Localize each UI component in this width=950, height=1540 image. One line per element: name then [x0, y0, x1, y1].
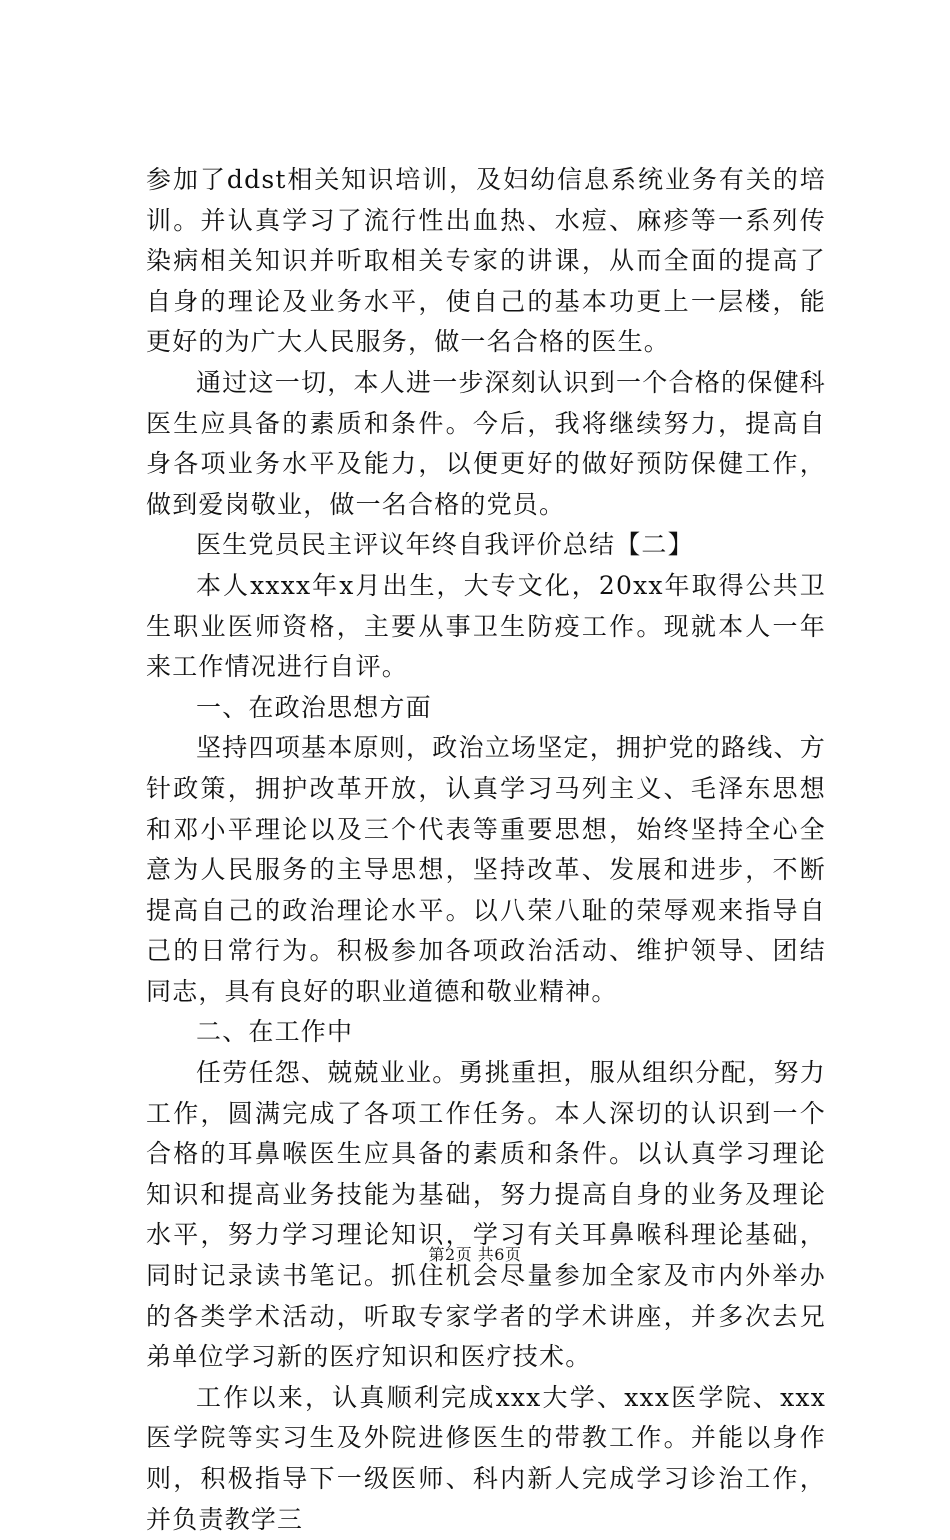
- page-footer: 第2页 共6页: [428, 1245, 522, 1264]
- paragraph-training: 参加了ddst相关知识培训，及妇幼信息系统业务有关的培训。并认真学习了流行性出血热、水痘、麻疹等一系列传染病相关知识并听取相关专家的讲课，从而全面的提高了自身的理论及业务水平，使自己的基本功更上一层楼，能更好的为广大人民服务，做一名合格的医生。: [146, 165, 826, 357]
- heading-at-work: 二、在工作中: [196, 1017, 354, 1047]
- paragraph-political-thought: 坚持四项基本原则，政治立场坚定，拥护党的路线、方针政策，拥护改革开放，认真学习马列主义、毛泽东思想和邓小平理论以及三个代表等重要思想，始终坚持全心全意为人民服务的主导思想，坚持改革、发展和进步，不断提高自己的政治理论水平。以八荣八耻的荣辱观来指导自己的日常行为。积极参加各项政治活动、维护领导、团结同志，具有良好的职业道德和敬业精神。: [146, 733, 826, 1006]
- document-body: [146, 160, 826, 1540]
- heading-political-thought: 一、在政治思想方面: [196, 692, 432, 722]
- paragraph-conclusion: 通过这一切，本人进一步深刻认识到一个合格的保健科医生应具备的素质和条件。今后，我将继续努力，提高自身各项业务水平及能力，以便更好的做好预防保健工作，做到爱岗敬业，做一名合格的党员。: [146, 367, 826, 519]
- paragraph-teaching: 工作以来，认真顺利完成xxx大学、xxx医学院、xxx医学院等实习生及外院进修医生的带教工作。并能以身作则，积极指导下一级医师、科内新人完成学习诊治工作，并负责教学三: [146, 1382, 826, 1534]
- paragraph-at-work: 任劳任怨、兢兢业业。勇挑重担，服从组织分配，努力工作，圆满完成了各项工作任务。本人深切的认识到一个合格的耳鼻喉医生应具备的素质和条件。以认真学习理论知识和提高业务技能为基础，努力提高自身的业务及理论水平，努力学习理论知识，学习有关耳鼻喉科理论基础，同时记录读书笔记。抓住机会尽量参加全家及市内外举办的各类学术活动，听取专家学者的学术讲座，并多次去兄弟单位学习新的医疗知识和医疗技术。: [146, 1058, 826, 1372]
- section-title-two: 医生党员民主评议年终自我评价总结【二】: [196, 530, 694, 560]
- paragraph-personal-info: 本人xxxx年x月出生，大专文化，20xx年取得公共卫生职业医师资格，主要从事卫生防疫工作。现就本人一年来工作情况进行自评。: [146, 570, 826, 682]
